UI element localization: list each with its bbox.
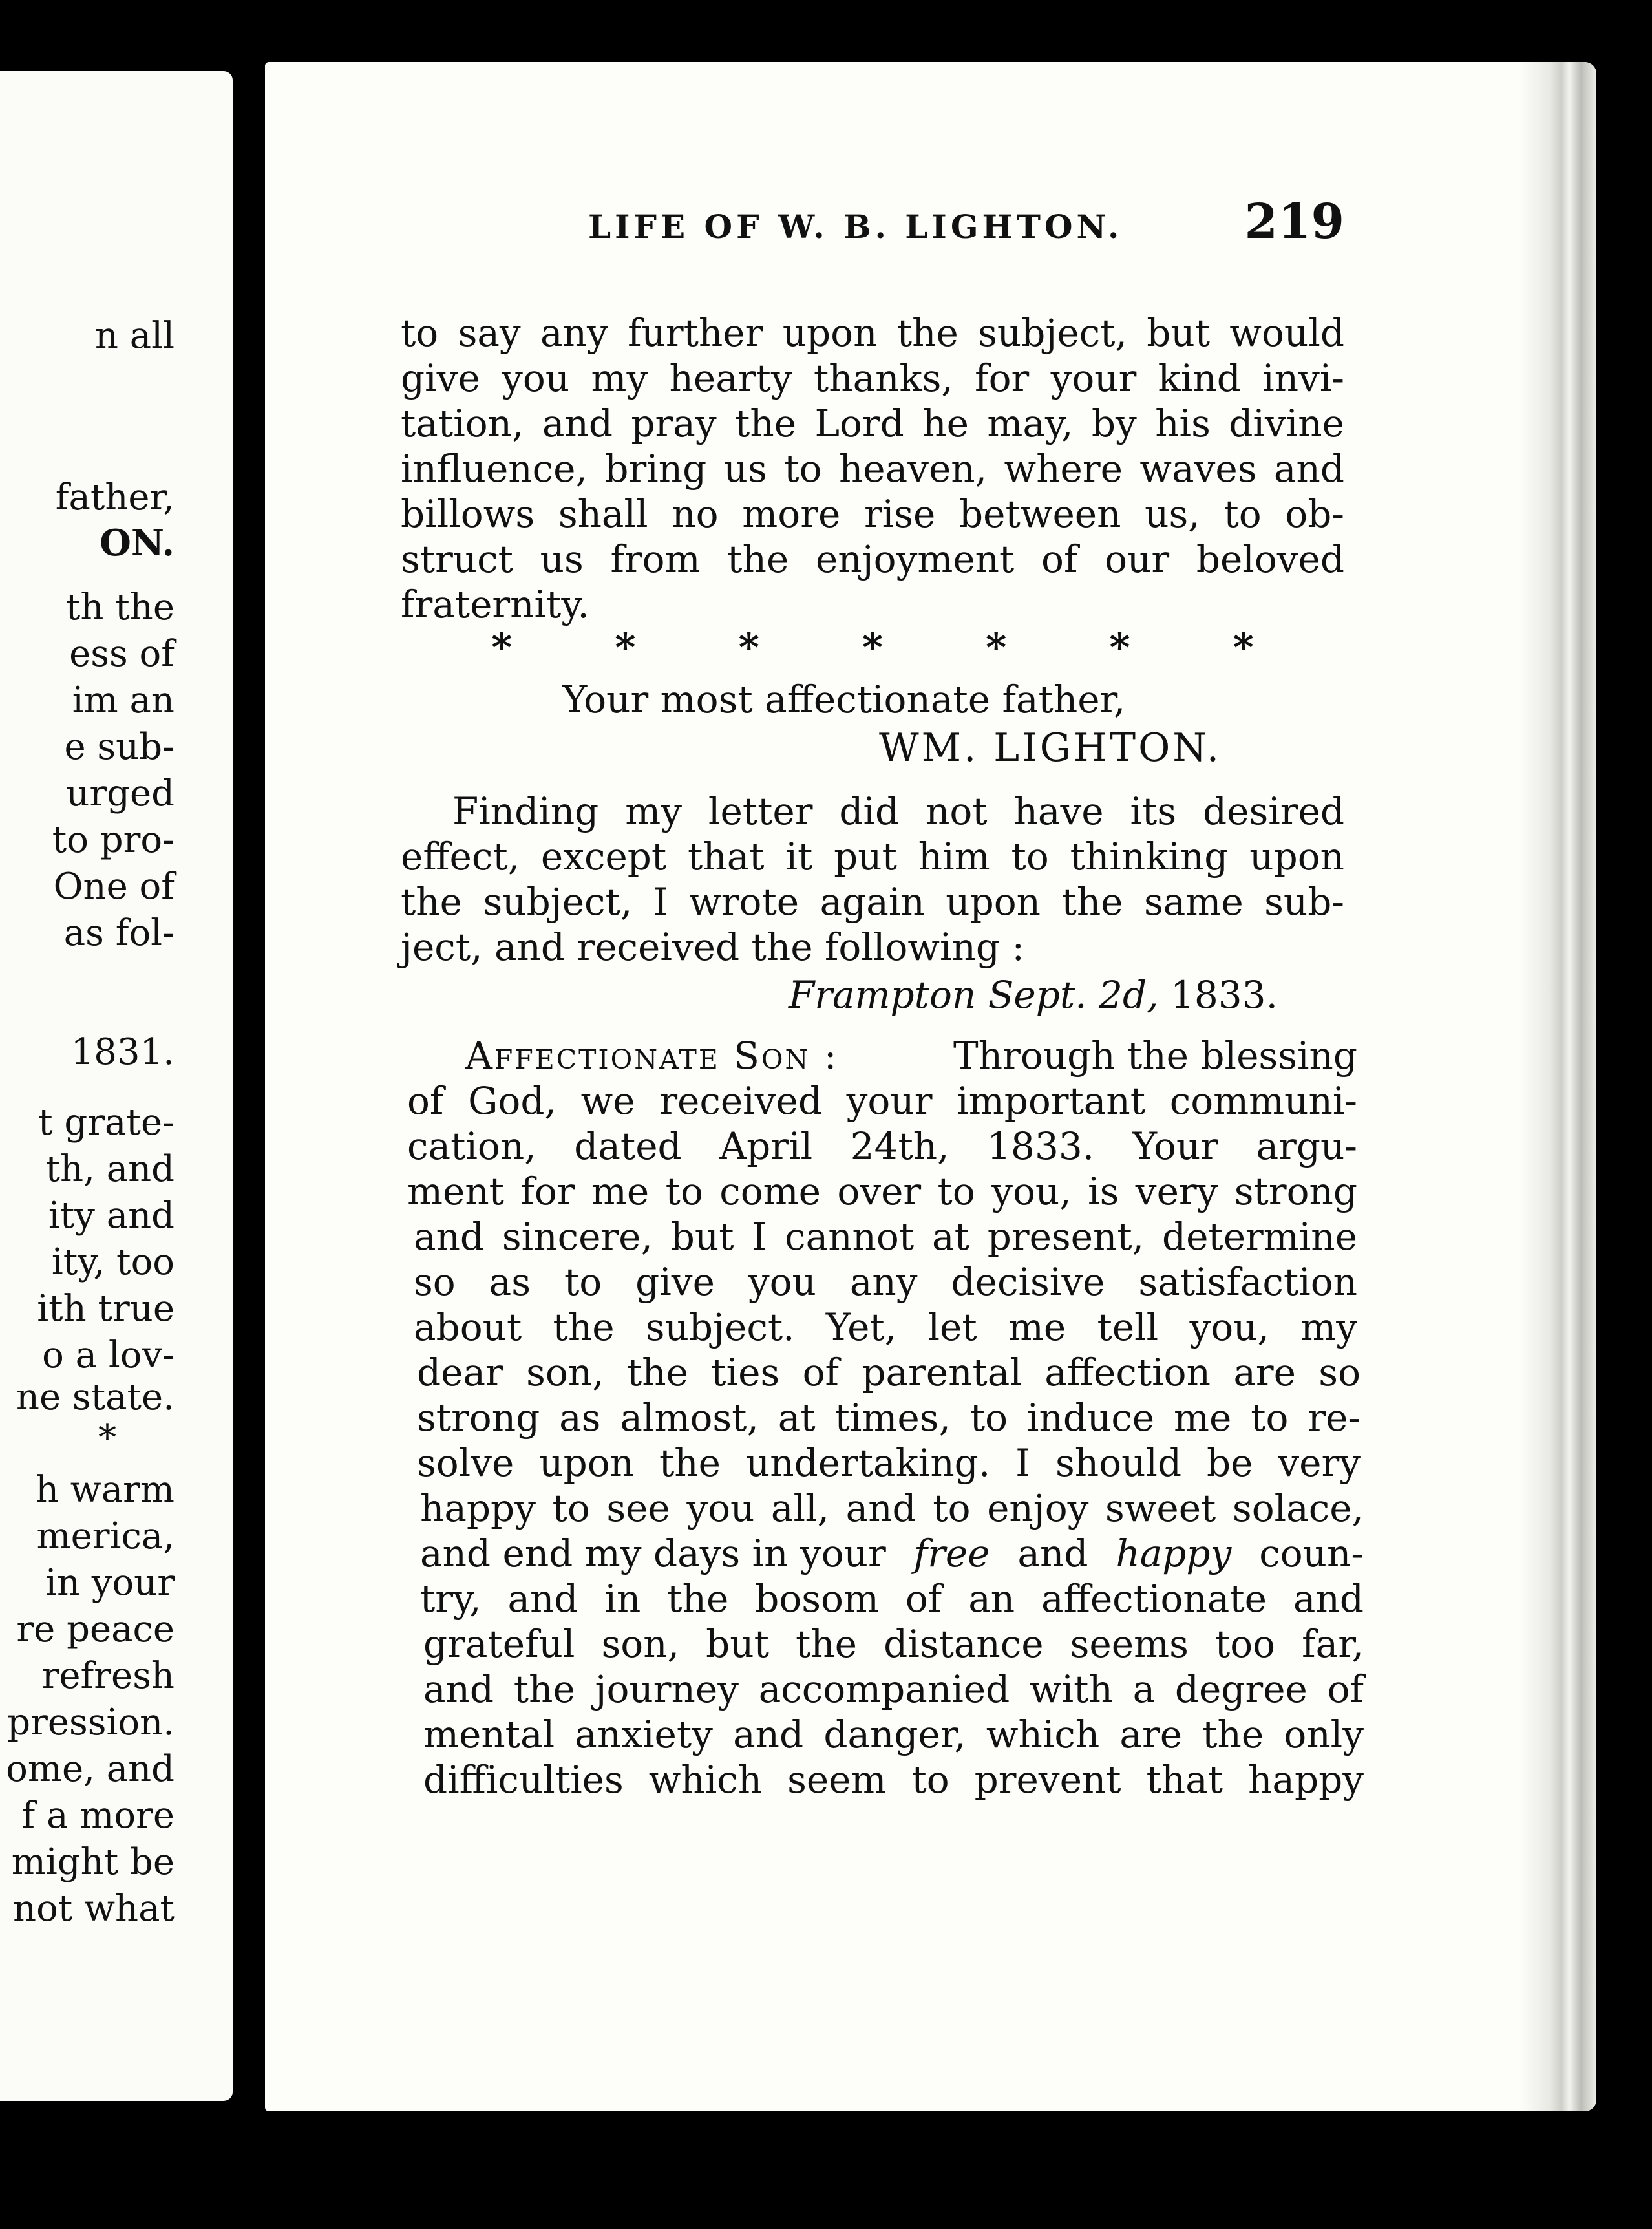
left-text-line: not what xyxy=(13,1888,175,1930)
left-text-line: e sub- xyxy=(64,726,175,768)
text-line: Finding my letter did not have its desired xyxy=(452,789,1344,833)
text-line: billows shall no more rise between us, to ob- xyxy=(401,492,1344,536)
emphasis-free: free xyxy=(913,1531,990,1575)
emphasis-happy: happy xyxy=(1116,1531,1232,1575)
left-text-line: ON. xyxy=(100,522,175,564)
left-page xyxy=(0,71,233,2101)
left-text-line: ess of xyxy=(69,633,175,675)
text-line xyxy=(420,1532,1364,1575)
text-line: the subject, I wrote again upon the same sub- xyxy=(401,880,1344,924)
dateline-place: Frampton Sept. 2d, xyxy=(789,973,1159,1017)
letter-signature: WM. LIGHTON. xyxy=(879,725,1222,771)
left-text-line: n all xyxy=(94,315,175,357)
star: * xyxy=(491,624,513,671)
text-fragment: and end my days in your xyxy=(420,1531,886,1575)
text-line: influence, bring us to heaven, where waves and xyxy=(401,447,1344,491)
dateline-year: 1833. xyxy=(1170,973,1278,1017)
left-text-line: im an xyxy=(72,679,175,721)
text-fragment: Through the blessing xyxy=(953,1034,1357,1078)
running-title: LIFE OF W. B. LIGHTON. xyxy=(588,208,1123,246)
left-text-line: One of xyxy=(53,866,175,908)
left-text-line: pression. xyxy=(7,1701,175,1744)
text-line: give you my hearty thanks, for your kind invi- xyxy=(401,356,1344,400)
text-line: so as to give you any decisive satisfaction xyxy=(414,1260,1357,1304)
left-text-line: as fol- xyxy=(63,912,175,954)
text-line: strong as almost, at times, to induce me to re- xyxy=(417,1396,1361,1440)
star: * xyxy=(615,624,636,671)
star: * xyxy=(738,624,759,671)
left-text-line: urged xyxy=(66,773,175,815)
left-text-line: might be xyxy=(11,1841,175,1883)
star: * xyxy=(1109,624,1130,671)
text-line: dear son, the ties of parental affection are so xyxy=(417,1350,1361,1394)
text-fragment: and xyxy=(1017,1531,1088,1575)
left-text-line: f a more xyxy=(21,1795,175,1837)
text-line: struct us from the enjoyment of our beloved xyxy=(401,537,1344,581)
asterism xyxy=(491,624,1254,671)
text-line: happy to see you all, and to enjoy sweet solace, xyxy=(420,1486,1364,1530)
text-line: solve upon the undertaking. I should be very xyxy=(417,1441,1361,1485)
text-line: try, and in the bosom of an affectionate and xyxy=(420,1577,1364,1621)
left-text-line: * xyxy=(98,1417,116,1459)
text-line xyxy=(465,1034,1357,1077)
star: * xyxy=(1233,624,1254,671)
left-text-line: to pro- xyxy=(52,819,175,861)
text-line: of God, we received your important communi- xyxy=(407,1079,1357,1123)
text-line: to say any further upon the subject, but would xyxy=(401,311,1344,355)
left-text-line: ome, and xyxy=(6,1748,175,1790)
text-line: difficulties which seem to prevent that happy xyxy=(423,1758,1364,1802)
text-fragment: coun- xyxy=(1259,1531,1364,1575)
left-text-line: 1831. xyxy=(70,1031,175,1073)
salutation: Affectionate Son : xyxy=(465,1034,839,1078)
text-line: grateful son, but the distance seems too far, xyxy=(423,1622,1364,1666)
left-text-line: ity, too xyxy=(51,1241,175,1283)
left-text-line: merica, xyxy=(36,1515,175,1557)
star: * xyxy=(986,624,1007,671)
text-line: cation, dated April 24th, 1833. Your argu- xyxy=(407,1124,1357,1168)
text-line: and sincere, but I cannot at present, determine xyxy=(414,1215,1357,1259)
left-text-line: ity and xyxy=(48,1195,175,1237)
text-line: and the journey accompanied with a degree of xyxy=(423,1667,1364,1711)
text-line: ject, and received the following : xyxy=(401,925,1025,969)
left-text-line: ith true xyxy=(37,1288,175,1330)
star: * xyxy=(862,624,884,671)
running-header xyxy=(588,194,1344,250)
left-text-line: th, and xyxy=(45,1148,175,1190)
page-number: 219 xyxy=(1244,194,1344,250)
left-text-line: o a lov- xyxy=(42,1334,175,1376)
left-text-line: re peace xyxy=(16,1608,175,1650)
left-text-line: t grate- xyxy=(38,1102,175,1144)
left-text-line: h warm xyxy=(35,1469,175,1511)
left-text-line: father, xyxy=(55,476,175,518)
page-edge xyxy=(1519,62,1596,2111)
text-line: effect, except that it put him to thinking upon xyxy=(401,835,1344,879)
left-text-line: refresh xyxy=(41,1655,175,1697)
text-line: tation, and pray the Lord he may, by his divine xyxy=(401,401,1344,445)
letter-dateline xyxy=(789,973,1278,1017)
letter-closing: Your most affectionate father, xyxy=(562,677,1126,721)
text-line: mental anxiety and danger, which are the only xyxy=(423,1712,1364,1756)
text-line: ment for me to come over to you, is very strong xyxy=(407,1169,1357,1213)
text-line: about the subject. Yet, let me tell you, my xyxy=(414,1305,1357,1349)
left-text-line: ne state. xyxy=(16,1376,175,1418)
left-text-line: th the xyxy=(65,586,175,628)
left-text-line: in your xyxy=(45,1562,175,1604)
book-gutter xyxy=(233,58,265,2127)
text-line: fraternity. xyxy=(401,582,589,626)
